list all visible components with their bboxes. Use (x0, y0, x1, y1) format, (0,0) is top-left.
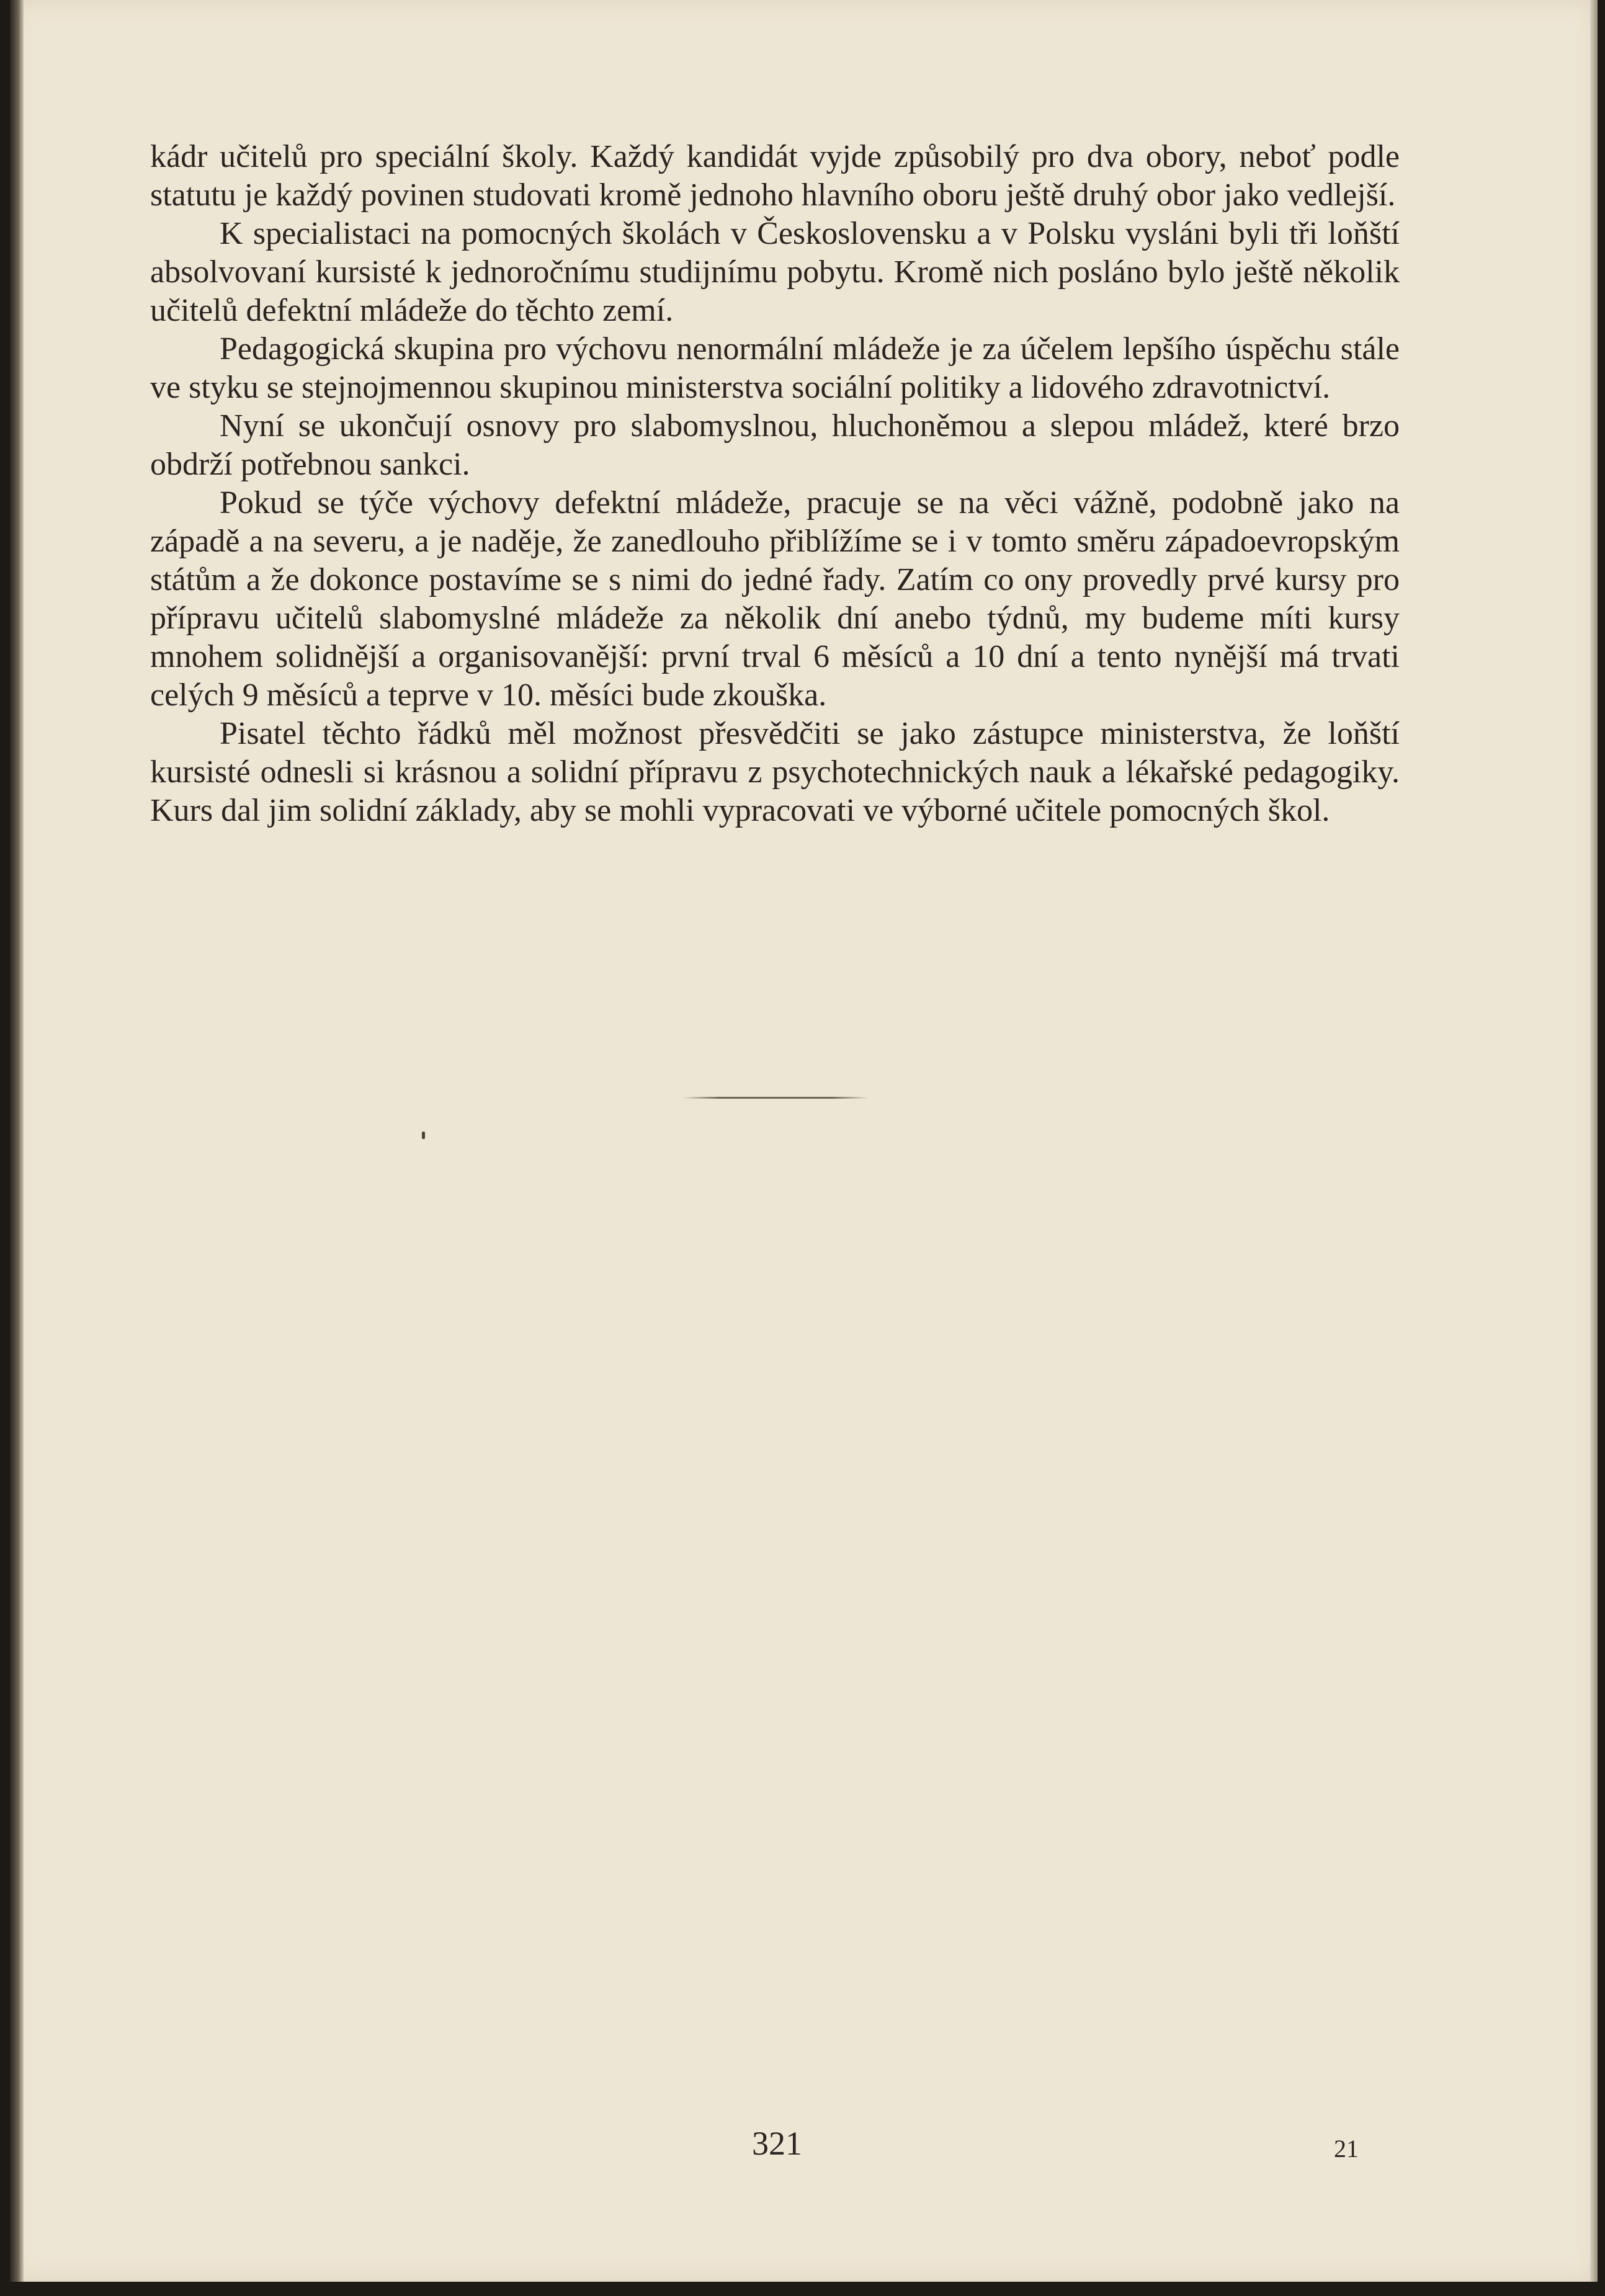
ink-speck (422, 1132, 425, 1139)
paragraph-2: K specialistaci na pomocných školách v Československu a v Polsku vysláni byli tři loňští absolvovaní kursisté k jednoročnímu studijnímu pobytu. Kromě nich posláno bylo ještě několik učitelů defektní mládeže do těchto zemí. (150, 216, 1400, 328)
document-page (10, 0, 1598, 2282)
paragraph-5: Pokud se týče výchovy defektní mládeže, pracuje se na věci vážně, podobně jako na západě a na severu, a je naděje, že zanedlouho přiblížíme se i v tomto směru západoevropským státům a že dokonce postavíme se s nimi do jedné řady. Zatím co ony provedly prvé kursy pro přípravu učitelů slabomyslné mládeže za několik dní anebo týdnů, my budeme míti kursy mnohem solidnější a organisovanější: první trval 6 měsíců a 10 dní a tento nynější má trvati celých 9 měsíců a teprve v 10. měsíci bude zkouška. (150, 485, 1400, 713)
page-number: 321 (752, 2125, 802, 2162)
page-right-edge (1590, 0, 1598, 2282)
page-binding-edge (10, 0, 24, 2282)
paragraph-4: Nyní se ukončují osnovy pro slabomyslnou, hluchoněmou a slepou mládež, které brzo obdrží potřebnou sankci. (150, 408, 1400, 482)
section-separator-rule (682, 1097, 869, 1099)
paragraph-3: Pedagogická skupina pro výchovu nenormální mládeže je za účelem lepšího úspěchu stále ve styku se stejnojmennou skupinou ministerstva sociální politiky a lidového zdravotnictví. (150, 331, 1400, 405)
paragraph-6: Pisatel těchto řádků měl možnost přesvědčiti se jako zástupce ministerstva, že loňští kursisté odnesli si krásnou a solidní přípravu z psychotechnických nauk a lékařské pedagogiky. Kurs dal jim solidní základy, aby se mohli vypracovati ve výborné učitele pomocných škol. (150, 716, 1400, 828)
sheet-number: 21 (1334, 2135, 1359, 2163)
paragraph-1: kádr učitelů pro speciální školy. Každý kandidát vyjde způsobilý pro dva obory, neboť podle statutu je každý povinen studovati kromě jednoho hlavního oboru ještě druhý obor jako vedlejší. (150, 139, 1400, 213)
body-text (150, 138, 1400, 830)
